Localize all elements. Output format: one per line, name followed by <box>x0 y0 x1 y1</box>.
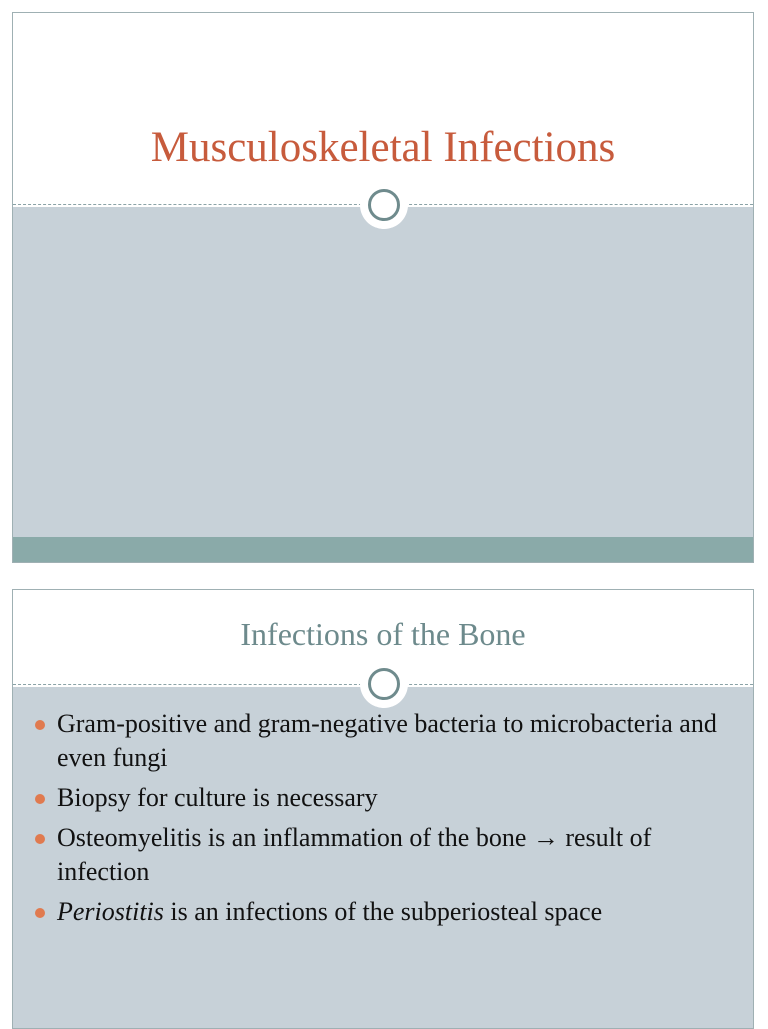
footer-bar <box>13 537 753 563</box>
divider-ring-icon <box>360 181 408 229</box>
bullet-text: Biopsy for culture is necessary <box>57 783 378 812</box>
list-item <box>33 781 733 815</box>
bullet-list <box>33 707 733 935</box>
list-item <box>33 895 733 929</box>
bullet-text: Osteomyelitis is an inflammation of the bone → result of infection <box>57 823 652 886</box>
list-item <box>33 707 733 775</box>
bullet-text: Gram-positive and gram-negative bacteria to microbacteria and even fungi <box>57 709 717 772</box>
bullet-icon <box>35 720 45 730</box>
slide-heading: Infections of the Bone <box>240 616 526 652</box>
slide-content <box>12 589 754 1029</box>
bullet-text: is an infections of the subperiosteal space <box>163 897 603 926</box>
slide-title <box>12 12 754 563</box>
bullet-icon <box>35 794 45 804</box>
bullet-icon <box>35 908 45 918</box>
list-item <box>33 821 733 889</box>
bullet-icon <box>35 834 45 844</box>
slide-title-text: Musculoskeletal Infections <box>150 124 616 171</box>
bullet-emphasis: Periostitis <box>57 897 164 926</box>
content-panel <box>13 207 753 537</box>
divider-ring-icon <box>360 660 408 708</box>
title-band <box>13 13 753 207</box>
